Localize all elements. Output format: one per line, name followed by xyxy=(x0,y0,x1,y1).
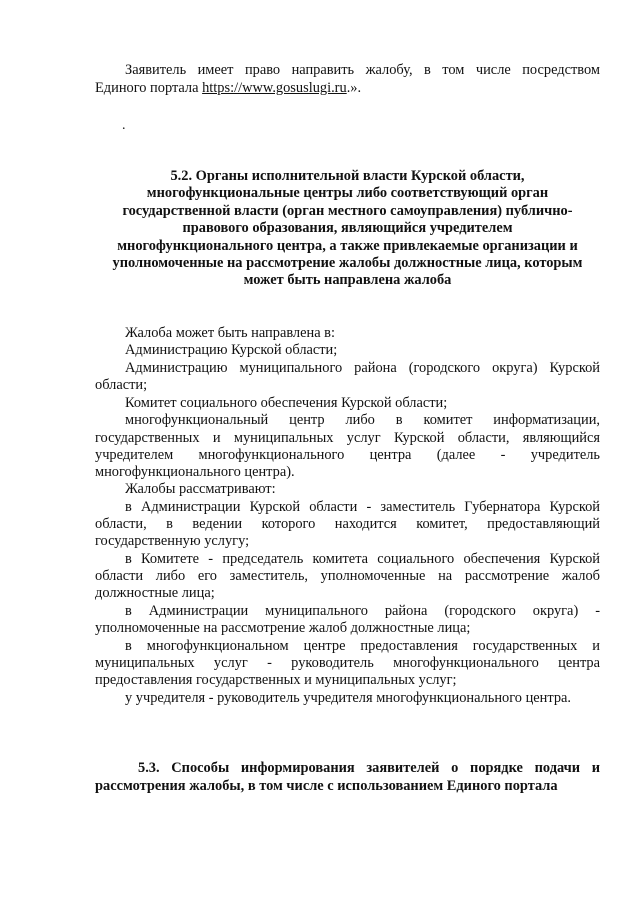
body-line-18: уполномоченные на рассмотрение жалоб должностные лица; xyxy=(95,620,471,636)
body-line-11: в Администрации Курской области - заместитель Губернатора Курской xyxy=(125,499,600,515)
section-5-2-heading-line-2: многофункциональные центры либо соответствующий орган xyxy=(146,185,549,201)
body-line-22: у учредителя - руководитель учредителя многофункционального центра. xyxy=(125,690,572,706)
body-line-19: в многофункциональном центре предоставления государственных и xyxy=(125,638,600,654)
section-5-3-heading-line-2: рассмотрения жалобы, в том числе с использованием Единого портала xyxy=(95,778,558,794)
body-line-17: в Администрации муниципального района (городского округа) - xyxy=(125,603,600,619)
section-5-3-heading-line-1: 5.3. Способы информирования заявителей о порядке подачи и xyxy=(138,760,600,776)
body-line-14: в Комитете - председатель комитета социального обеспечения Курской xyxy=(125,551,600,567)
intro-line-2-prefix: Единого портала xyxy=(95,80,203,96)
section-5-2-heading-line-3: государственной власти (орган местного самоуправления) публично- xyxy=(122,203,573,219)
body-line-7: государственных и муниципальных услуг Курской области, являющийся xyxy=(95,430,600,446)
body-line-3: Администрацию муниципального района (городского округа) Курской xyxy=(125,360,600,376)
body-line-5: Комитет социального обеспечения Курской области; xyxy=(125,395,448,411)
body-line-16: должностные лица; xyxy=(95,585,215,601)
gosuslugi-link[interactable]: https://www.gosuslugi.ru xyxy=(202,80,347,96)
body-line-20: муниципальных услуг - руководитель многофункционального центра xyxy=(95,655,600,671)
intro-line-1: Заявитель имеет право направить жалобу, в том числе посредством xyxy=(125,62,600,78)
body-line-10: Жалобы рассматривают: xyxy=(125,481,276,497)
section-5-2-heading-line-1: 5.2. Органы исполнительной власти Курской области, xyxy=(170,168,525,184)
body-line-1: Жалоба может быть направлена в: xyxy=(125,325,335,341)
body-line-2: Администрацию Курской области; xyxy=(125,342,338,358)
body-line-8: учредителем многофункционального центра (далее - учредитель xyxy=(95,447,600,463)
section-5-2-heading-line-6: уполномоченные на рассмотрение жалобы должностные лица, которым xyxy=(112,255,583,271)
intro-line-2 xyxy=(95,80,600,96)
body-line-4: области; xyxy=(95,377,148,393)
body-line-12: области, в ведении которого находится комитет, предоставляющий xyxy=(95,516,600,532)
stray-dot: . xyxy=(122,118,126,133)
body-line-21: предоставления государственных и муниципальных услуг; xyxy=(95,672,457,688)
section-5-2-heading-line-7: может быть направлена жалоба xyxy=(243,272,452,288)
body-line-9: многофункционального центра). xyxy=(95,464,295,480)
section-5-2-heading-line-5: многофункционального центра, а также привлекаемые организации и xyxy=(117,238,578,254)
intro-line-2-suffix: .». xyxy=(346,80,362,96)
body-line-6: многофункциональный центр либо в комитет информатизации, xyxy=(125,412,600,428)
body-line-13: государственную услугу; xyxy=(95,533,250,549)
body-line-15: области либо его заместитель, уполномоченные на рассмотрение жалоб xyxy=(95,568,600,584)
section-5-2-heading-line-4: правового образования, являющийся учредителем xyxy=(182,220,513,236)
